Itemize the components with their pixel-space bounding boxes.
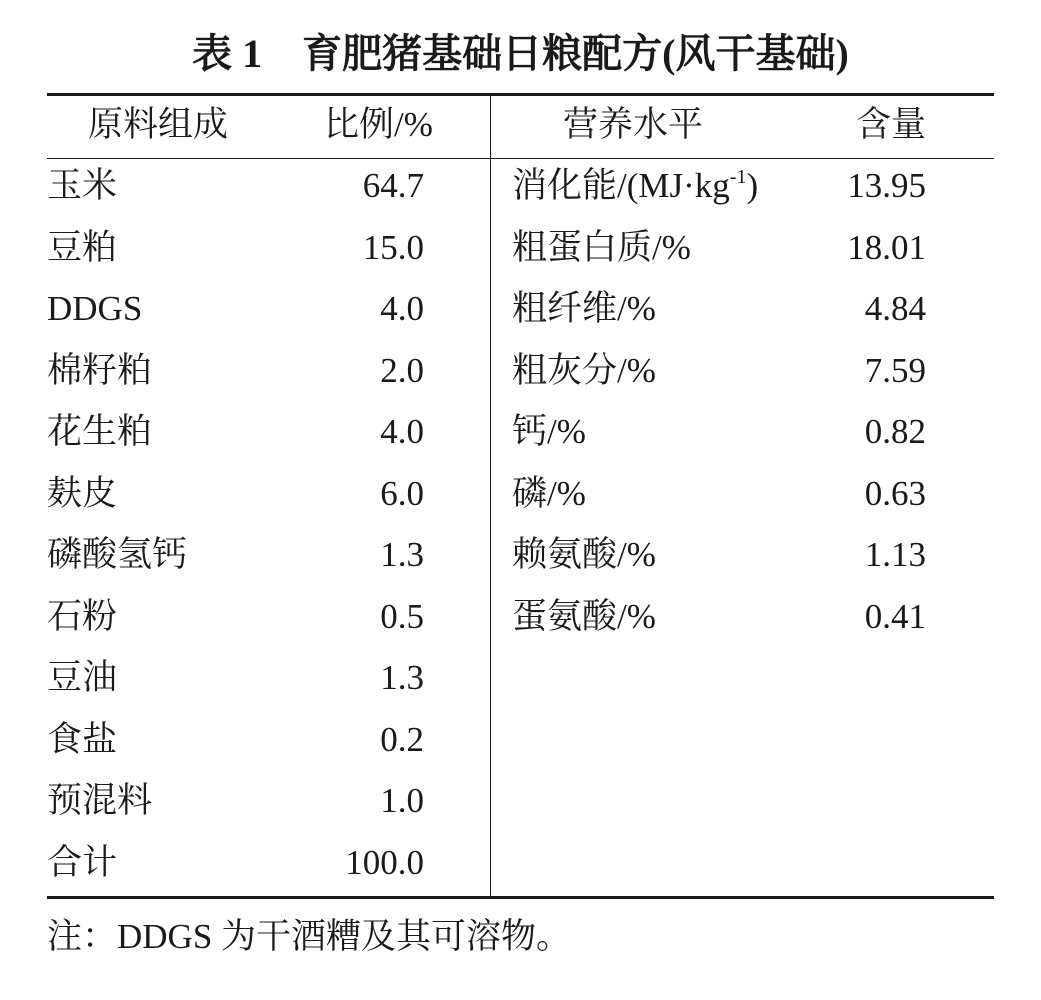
ingredient-ratio: 0.2 bbox=[380, 720, 424, 759]
ingredient-ratio: 6.0 bbox=[380, 474, 424, 513]
table-title: 表 1 育肥猪基础日粮配方(风干基础) bbox=[192, 31, 849, 76]
nutrient-value: 7.59 bbox=[864, 351, 926, 390]
ingredient-name: 预混料 bbox=[47, 781, 153, 820]
ingredient-name: 玉米 bbox=[47, 166, 118, 205]
ingredient-name: 石粉 bbox=[47, 597, 118, 636]
top-rule bbox=[47, 93, 994, 96]
ingredient-total-value: 100.0 bbox=[345, 843, 424, 882]
column-divider bbox=[490, 96, 491, 896]
nutrient-value: 0.41 bbox=[864, 597, 926, 636]
header-nutrient: 营养水平 bbox=[563, 105, 704, 144]
ingredient-ratio: 64.7 bbox=[362, 166, 424, 205]
nutrient-value: 13.95 bbox=[847, 166, 926, 205]
nutrient-name-suffix: ) bbox=[746, 166, 759, 205]
nutrient-name: 粗蛋白质/% bbox=[512, 228, 691, 267]
nutrient-value: 0.63 bbox=[864, 474, 926, 513]
ingredient-ratio: 1.3 bbox=[380, 535, 424, 574]
ingredient-total-label: 合计 bbox=[47, 843, 118, 882]
ingredient-ratio: 15.0 bbox=[362, 228, 424, 267]
header-content: 含量 bbox=[856, 105, 927, 144]
bottom-rule bbox=[47, 896, 994, 899]
nutrient-unit-superscript: -1 bbox=[729, 166, 747, 188]
ingredient-name: 棉籽粕 bbox=[47, 351, 153, 390]
nutrient-value: 0.82 bbox=[864, 412, 926, 451]
header-ratio: 比例/% bbox=[324, 105, 433, 144]
nutrient-name bbox=[512, 166, 758, 206]
ingredient-name: 麸皮 bbox=[47, 474, 118, 513]
nutrient-name: 粗灰分/% bbox=[512, 351, 656, 390]
ingredient-ratio: 4.0 bbox=[380, 412, 424, 451]
ingredient-ratio: 2.0 bbox=[380, 351, 424, 390]
nutrient-name: 蛋氨酸/% bbox=[512, 597, 656, 636]
ingredient-name: 磷酸氢钙 bbox=[47, 535, 188, 574]
nutrient-name-main: 消化能/(MJ·kg bbox=[512, 166, 730, 205]
table-footnote: 注：DDGS 为干酒糟及其可溶物。 bbox=[47, 917, 572, 956]
nutrient-name: 磷/% bbox=[512, 474, 586, 513]
ingredient-ratio: 0.5 bbox=[380, 597, 424, 636]
ingredient-ratio: 1.0 bbox=[380, 781, 424, 820]
ingredient-ratio: 1.3 bbox=[380, 658, 424, 697]
ingredient-ratio: 4.0 bbox=[380, 289, 424, 328]
nutrient-name: 粗纤维/% bbox=[512, 289, 656, 328]
header-ingredient: 原料组成 bbox=[88, 105, 229, 144]
header-rule bbox=[47, 158, 994, 159]
ingredient-name: 食盐 bbox=[47, 720, 118, 759]
ingredient-name: 豆粕 bbox=[47, 228, 118, 267]
nutrient-value: 1.13 bbox=[864, 535, 926, 574]
nutrient-value: 4.84 bbox=[864, 289, 926, 328]
ingredient-name: DDGS bbox=[47, 289, 143, 328]
ingredient-name: 豆油 bbox=[47, 658, 118, 697]
nutrient-value: 18.01 bbox=[847, 228, 926, 267]
ingredient-name: 花生粕 bbox=[47, 412, 153, 451]
nutrient-name: 钙/% bbox=[512, 412, 586, 451]
nutrient-name: 赖氨酸/% bbox=[512, 535, 656, 574]
